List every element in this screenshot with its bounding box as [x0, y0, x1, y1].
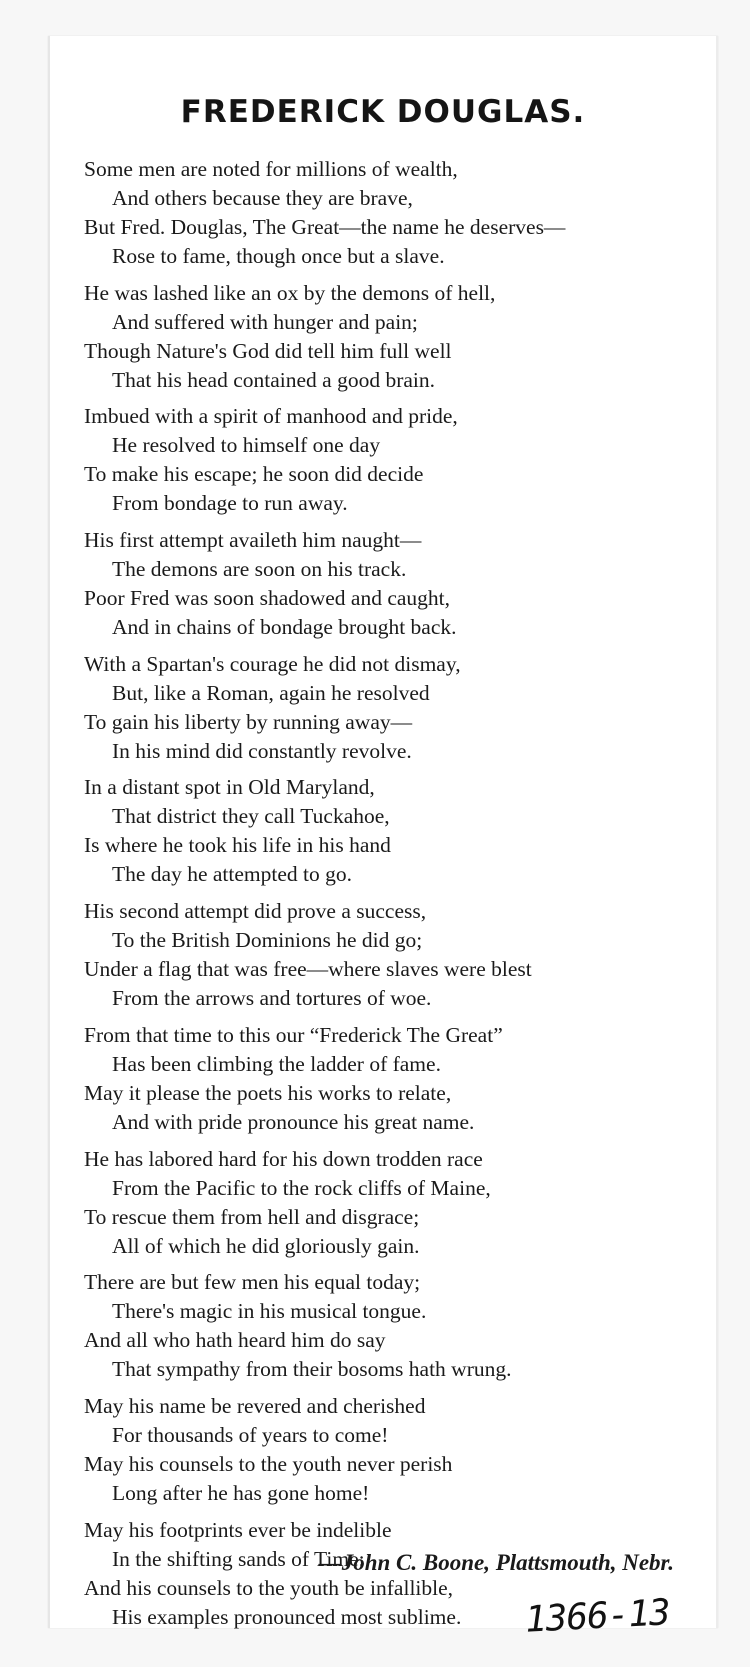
poem-line: All of which he did gloriously gain. [112, 1233, 420, 1258]
poem-line: And suffered with hunger and pain; [112, 309, 418, 334]
poem-line: In his mind did constantly revolve. [112, 738, 412, 763]
poem-line: From the Pacific to the rock cliffs of Maine, [112, 1175, 491, 1200]
stanza-11 [84, 1392, 704, 1508]
poem-line: His second attempt did prove a success, [84, 899, 427, 924]
poem-line: His first attempt availeth him naught— [84, 528, 422, 553]
poem-line: And all who hath heard him do say [84, 1328, 386, 1353]
poem-line: To the British Dominions he did go; [112, 928, 423, 953]
poem-line: Imbued with a spirit of manhood and pride, [84, 404, 458, 429]
stanza-4 [84, 526, 704, 642]
poem-line: Has been climbing the ladder of fame. [112, 1051, 441, 1076]
poem-line: With a Spartan's courage he did not dismay, [84, 651, 461, 676]
poem-line: His examples pronounced most sublime. [112, 1604, 462, 1629]
poem-line: But, like a Roman, again he resolved [112, 680, 430, 705]
stanza-6 [84, 773, 704, 889]
poem-line: Rose to fame, though once but a slave. [112, 244, 445, 268]
stanza-7 [84, 897, 704, 1013]
poem-line: For thousands of years to come! [112, 1422, 389, 1447]
poem-line: That sympathy from their bosoms hath wrung. [112, 1357, 512, 1382]
poem-line: May it please the poets his works to relate, [84, 1080, 452, 1105]
poem-line: And his counsels to the youth be infallible, [84, 1575, 454, 1600]
poem-line: May his name be revered and cherished [84, 1393, 426, 1418]
poem-line: From that time to this our “Frederick The Great” [84, 1022, 503, 1047]
poem-line: Poor Fred was soon shadowed and caught, [84, 586, 451, 611]
poem-line: Long after he has gone home! [112, 1480, 370, 1505]
poem-line: There's magic in his musical tongue. [112, 1299, 427, 1324]
poem-line: And in chains of bondage brought back. [112, 615, 457, 640]
poem-line: May his counsels to the youth never perish [84, 1451, 453, 1476]
poem-line: He has labored hard for his down trodden race [84, 1146, 483, 1171]
poem-line: Some men are noted for millions of wealth, [84, 157, 458, 181]
stanza-9 [84, 1145, 704, 1261]
stanza-3 [84, 402, 704, 518]
stanza-10 [84, 1268, 704, 1384]
poem-line: Is where he took his life in his hand [84, 833, 391, 858]
poem-line: That district they call Tuckahoe, [112, 804, 390, 829]
poem-line: May his footprints ever be indelible [84, 1517, 392, 1542]
poem-line: He resolved to himself one day [112, 433, 381, 458]
poem-line: In a distant spot in Old Maryland, [84, 775, 375, 800]
poem-line: To make his escape; he soon did decide [84, 462, 424, 487]
handwritten-catalog-number: 1366-13 [524, 1592, 671, 1641]
poem-line: And with pride pronounce his great name. [112, 1109, 475, 1134]
poem-line: But Fred. Douglas, The Great—the name he deserves— [84, 215, 566, 239]
poem-line: The demons are soon on his track. [112, 557, 407, 582]
poem-line: From the arrows and tortures of woe. [112, 986, 432, 1011]
poem-line: And others because they are brave, [112, 186, 413, 210]
stanza-2 [84, 279, 704, 395]
poem-line: There are but few men his equal today; [84, 1270, 421, 1295]
stanza-1 [84, 155, 704, 271]
author-signature: —John C. Boone, Plattsmouth, Nebr. [318, 1550, 674, 1575]
poem-line: In the shifting sands of Time; [112, 1546, 365, 1571]
poem-line: He was lashed like an ox by the demons of hell, [84, 280, 496, 305]
poem-line: That his head contained a good brain. [112, 367, 435, 392]
poem-line: From bondage to run away. [112, 491, 348, 516]
poem-line: To rescue them from hell and disgrace; [84, 1204, 420, 1229]
poem-title: FREDERICK DOUGLAS. [180, 94, 586, 130]
poem-line: To gain his liberty by running away— [84, 709, 413, 734]
poem-line: The day he attempted to go. [112, 862, 353, 887]
broadside-card [48, 36, 718, 1641]
poem-line: Though Nature's God did tell him full well [84, 338, 452, 363]
stanza-5 [84, 650, 704, 766]
poem-body [84, 155, 704, 1639]
poem-line: Under a flag that was free—where slaves were blest [84, 957, 532, 982]
stanza-8 [84, 1021, 704, 1137]
